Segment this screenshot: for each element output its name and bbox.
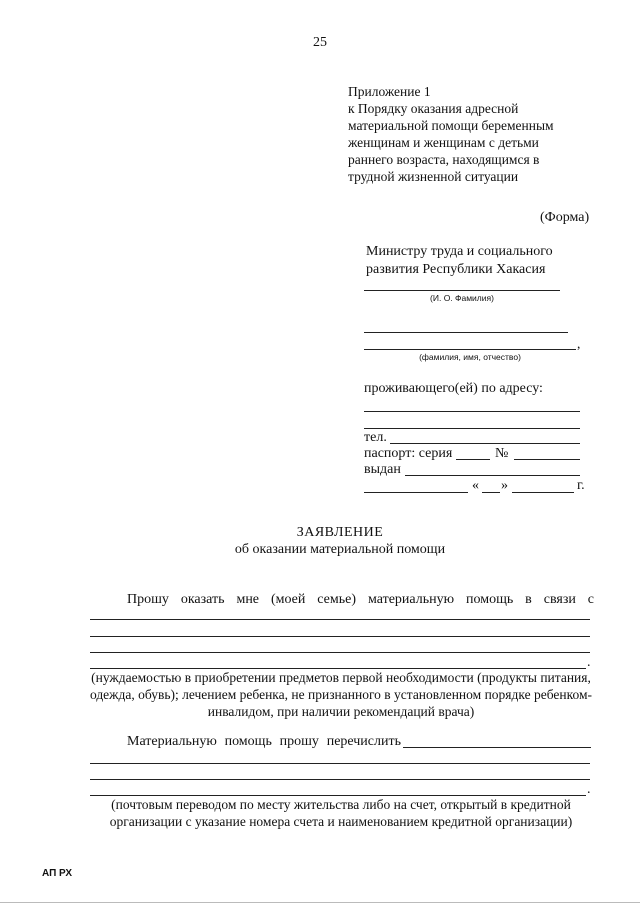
document-subtitle: об оказании материальной помощи [234,542,446,557]
form-label: (Форма) [540,210,590,225]
issued-place-field[interactable] [364,492,468,493]
applicant-name-caption: (фамилия, имя, отчество) [419,352,521,362]
footer-label: АП РХ [42,868,73,879]
transfer-method-field-3[interactable] [90,779,590,780]
issued-label: выдан [364,462,401,477]
transfer-caption: (почтовым переводом по месту жительства либо на счет, открытый в кредитной организации с указание номера счета и наименованием кредитной организации) [109,797,573,829]
reason-field-2[interactable] [90,636,590,637]
appendix-line: к Порядку оказания адресной [348,101,519,116]
appendix-line: женщинам и женщинам с детьми [348,135,539,150]
year-suffix: г. [577,478,585,493]
issue-month-field[interactable] [512,492,574,493]
issue-day-field[interactable] [482,492,500,493]
issued-by-field[interactable] [405,475,580,476]
reason-end-dot: . [587,655,591,670]
reason-field-1[interactable] [90,619,590,620]
transfer-text: Материальную помощь прошу перечислить [127,734,401,749]
date-close-quote: » [501,478,508,493]
appendix-line: Приложение 1 [348,84,431,99]
page-bottom-rule [0,902,640,903]
date-open-quote: « [472,478,479,493]
tel-label: тел. [364,430,387,445]
minister-name-caption: (И. О. Фамилия) [430,293,494,303]
appendix-line: трудной жизненной ситуации [348,169,519,184]
appendix-line: материальной помощи беременным [348,118,554,133]
page-number: 25 [313,35,327,50]
passport-series-label: паспорт: серия [364,446,453,461]
document-title: ЗАЯВЛЕНИЕ [296,525,384,540]
residence-label: проживающего(ей) по адресу: [364,381,543,396]
passport-number-field[interactable] [514,459,580,460]
passport-series-field[interactable] [456,459,490,460]
minister-name-field[interactable] [364,290,560,291]
applicant-name-field-1[interactable] [364,332,568,333]
transfer-end-dot: . [587,782,591,797]
appendix-line: раннего возраста, находящимся в [348,152,540,167]
addressee-block [366,243,596,279]
appendix-block [348,83,588,185]
address-field-2[interactable] [364,428,580,429]
request-text: Прошу оказать мне (моей семье) материальную помощь в связи с [127,592,594,607]
applicant-name-field-2[interactable] [364,349,576,350]
addressee-line: развития Республики Хакасия [366,262,546,277]
reason-caption: (нуждаемостью в приобретении предметов первой необходимости (продукты питания, одежда, обувь); лечением ребенка, не признанного в установленном порядке ребенком-инвалидом, при наличии рекомендаций врача) [89,670,593,719]
applicant-comma: , [577,336,581,351]
transfer-method-field-2[interactable] [90,763,590,764]
tel-field[interactable] [390,443,580,444]
passport-number-sign: № [495,446,509,461]
transfer-method-field-1[interactable] [403,747,591,748]
addressee-line: Министру труда и социального [366,244,553,259]
reason-field-3[interactable] [90,652,590,653]
address-field-1[interactable] [364,411,580,412]
